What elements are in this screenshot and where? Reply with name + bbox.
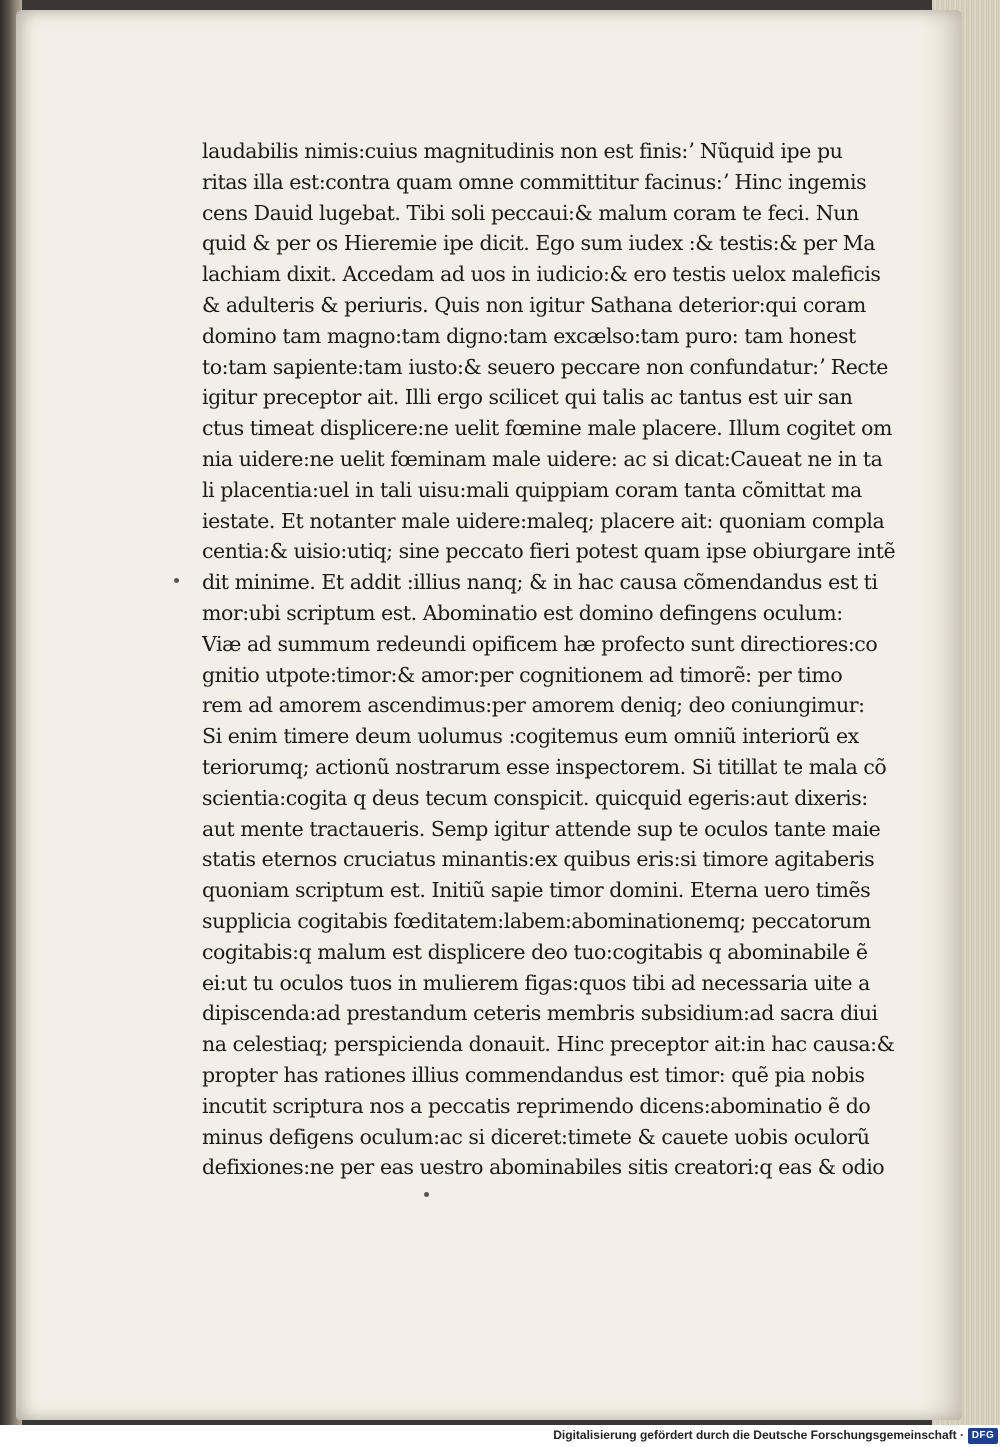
book-page	[16, 10, 962, 1420]
text-line: lachiam dixit. Accedam ad uos in iudicio:& ero testis uelox maleficis	[202, 262, 881, 287]
text-line: li placentia:uel in tali uisu:mali quippiam coram tanta cõmittat ma	[202, 477, 862, 502]
ink-speck	[174, 578, 179, 583]
text-line: statis eternos cruciatus minantis:ex quibus eris:si timore agitaberis	[202, 847, 875, 872]
text-line: iestate. Et notanter male uidere:maleq; placere ait: quoniam compla	[202, 508, 885, 533]
text-line: defixiones:ne per eas uestro abominabiles sitis creatori:q eas & odio	[202, 1155, 885, 1180]
text-line: scientia:cogita q deus tecum conspicit. quicquid egeris:aut dixeris:	[202, 785, 868, 810]
text-line: aut mente tractaueris. Semp igitur attende sup te oculos tante maie	[202, 816, 881, 841]
text-line: domino tam magno:tam digno:tam excælso:tam puro: tam honest	[202, 323, 856, 348]
text-line: quoniam scriptum est. Initiũ sapie timor domini. Eterna uero timẽs	[202, 878, 871, 903]
text-line: teriorumq; actionũ nostrarum esse inspectorem. Si titillat te mala cõ	[202, 754, 887, 779]
text-line: Viæ ad summum redeundi opificem hæ profecto sunt directiores:co	[202, 631, 878, 656]
text-line: ctus timeat displicere:ne uelit fœmine male placere. Illum cogitet om	[202, 416, 893, 441]
text-line: incutit scriptura nos a peccatis reprimendo dicens:abominatio ẽ do	[202, 1093, 871, 1118]
text-line: gnitio utpote:timor:& amor:per cognitionem ad timorẽ: per timo	[202, 662, 843, 687]
text-line: propter has rationes illius commendandus est timor: quẽ pia nobis	[202, 1062, 865, 1087]
text-line: & adulteris & periuris. Quis non igitur Sathana deterior:qui coram	[202, 292, 866, 317]
text-line: dipiscenda:ad prestandum ceteris membris subsidium:ad sacra diui	[202, 1001, 878, 1026]
text-line: supplicia cogitabis fœditatem:labem:abominationemq; peccatorum	[202, 908, 871, 933]
ink-speck	[424, 1192, 429, 1197]
footer-bar	[0, 1425, 1000, 1447]
text-line: laudabilis nimis:cuius magnitudinis non est finis:ʼ Nũquid ipe pu	[202, 139, 843, 163]
dfg-logo: DFG	[968, 1428, 998, 1444]
text-line: cogitabis:q malum est displicere deo tuo:cogitabis q abominabile ẽ	[202, 939, 868, 964]
text-line: cens Dauid lugebat. Tibi soli peccaui:& malum coram te feci. Nun	[202, 200, 859, 225]
text-line: Si enim timere deum uolumus :cogitemus eum omniũ interiorũ ex	[202, 724, 859, 749]
text-line: ritas illa est:contra quam omne committitur facinus:ʼ Hinc ingemis	[202, 169, 867, 194]
page-fold-shadow	[922, 10, 962, 1420]
text-line: igitur preceptor ait. Illi ergo scilicet qui talis ac tantus est uir san	[202, 385, 853, 410]
text-line: nia uidere:ne uelit fœminam male uidere: ac si dicat:Caueat ne in ta	[202, 446, 883, 471]
text-line: to:tam sapiente:tam iusto:& seuero peccare non confundatur:ʼ Recte	[202, 354, 888, 379]
text-line: dit minime. Et addit :illius nanq; & in hac causa cõmendandus est ti	[202, 570, 878, 595]
text-line: quid & per os Hieremie ipe dicit. Ego sum iudex :& testis:& per Ma	[202, 231, 876, 256]
text-line: na celestiaq; perspicienda donauit. Hinc preceptor ait:in hac causa:&	[202, 1032, 895, 1057]
text-line: ei:ut tu oculos tuos in mulierem figas:quos tibi ad necessaria uite a	[202, 970, 870, 995]
text-line: mor:ubi scriptum est. Abominatio est domino defingens oculum:	[202, 600, 843, 625]
text-line: rem ad amorem ascendimus:per amorem deniq; deo coniungimur:	[202, 693, 865, 718]
text-line: minus defigens oculum:ac si diceret:timete & cauete uobis oculorũ	[202, 1124, 870, 1149]
page-text-block	[202, 136, 914, 1183]
text-line: centia:& uisio:utiq; sine peccato fieri potest quam ipse obiurgare intẽ	[202, 539, 896, 564]
funding-credit: Digitalisierung gefördert durch die Deutsche Forschungsgemeinschaft ·	[553, 1428, 964, 1442]
